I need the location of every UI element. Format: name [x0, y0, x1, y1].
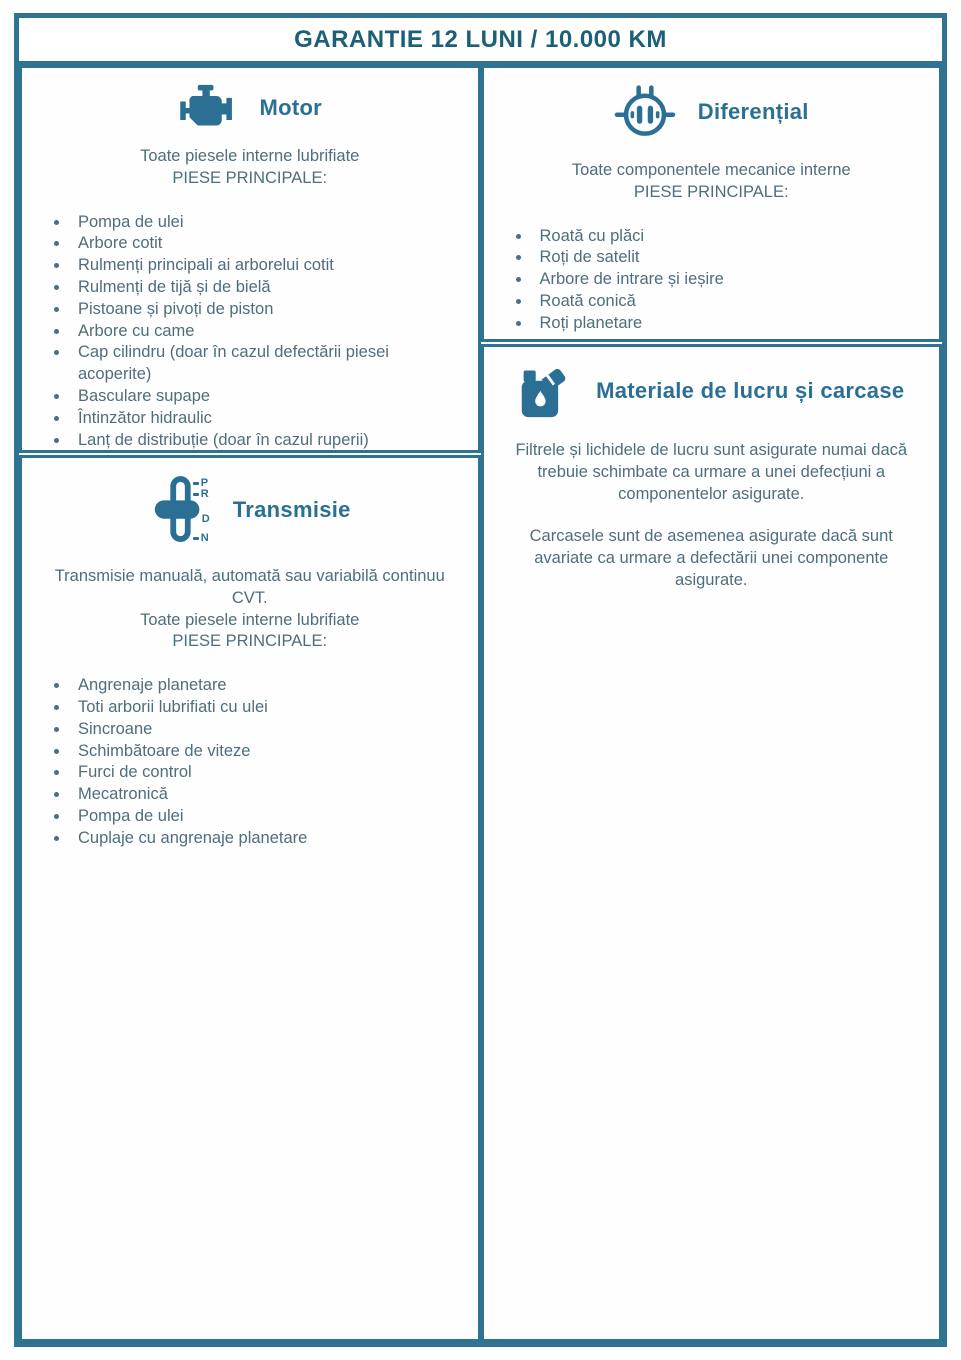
gear-positions [149, 474, 211, 546]
section-transmisie [19, 455, 481, 1342]
gear-letter-p: P [200, 477, 209, 489]
list-item: • Cap cilindru (doar în cazul defectării piesei acoperite) [70, 342, 458, 386]
list-item: • Furci de control [70, 762, 458, 784]
section-diferential [481, 65, 943, 342]
motor-intro [42, 146, 458, 190]
intro-line: Toate piesele interne lubrifiate [140, 147, 360, 165]
motor-header [42, 84, 458, 132]
list-item: • Sincroane [70, 719, 458, 741]
list-item: • Mecatronică [70, 784, 458, 806]
intro-line: Transmisie manuală, automată sau variabilă continuu CVT. [54, 567, 445, 607]
list-item: • Pistoane și pivoți de piston [70, 299, 458, 321]
intro-line: Toate piesele interne lubrifiate [140, 610, 360, 629]
engine-icon [177, 84, 237, 132]
gear-letter-d: D [201, 513, 210, 525]
right-column [481, 65, 943, 1342]
transmisie-header [42, 474, 458, 546]
list-item: • Roată cu plăci [532, 226, 920, 248]
paragraph: Filtrele și lichidele de lucru sunt asigurate numai dacă trebuie schimbate ca urmare a unei defecțiuni a componentelor asigurate. [515, 441, 908, 503]
diferential-title: Diferențial [697, 99, 809, 124]
list-item: • Arbore cu came [70, 321, 458, 343]
warranty-sheet [14, 13, 947, 1347]
transmisie-title: Transmisie [232, 497, 351, 522]
content-columns [19, 65, 942, 1342]
materiale-header [504, 363, 920, 419]
intro-line: Toate componentele mecanice interne [571, 161, 851, 179]
list-item: • Cuplaje cu angrenaje planetare [70, 828, 458, 850]
transmisie-list [42, 675, 458, 849]
diferential-header [504, 84, 920, 140]
materiale-title: Materiale de lucru și carcase [596, 378, 905, 403]
intro-line: PIESE PRINCIPALE: [172, 168, 328, 187]
list-item: • Arbore cotit [70, 233, 458, 255]
list-item: • Angrenaje planetare [70, 675, 458, 697]
motor-title: Motor [259, 95, 323, 120]
list-item: • Schimbătoare de viteze [70, 741, 458, 763]
gear-letter-n: N [200, 532, 209, 544]
diferential-list [504, 226, 920, 335]
materiale-paragraphs [504, 440, 920, 592]
list-item: • Pompa de ulei [70, 212, 458, 234]
intro-line: PIESE PRINCIPALE: [172, 632, 328, 651]
gear-letter-r: R [200, 488, 209, 500]
page-title: GARANTIE 12 LUNI / 10.000 KM [19, 18, 942, 65]
list-item: • Rulmenți principali ai arborelui cotit [70, 255, 458, 277]
list-item: • Toti arborii lubrifiati cu ulei [70, 697, 458, 719]
paragraph: Carcasele sunt de asemenea asigurate dacă sunt avariate ca urmare a defectării unei componente asigurate. [529, 527, 893, 589]
diferential-intro [504, 160, 920, 204]
gear-shifter-icon [149, 474, 211, 546]
left-column [19, 65, 481, 1342]
intro-line: PIESE PRINCIPALE: [633, 182, 789, 201]
oil-canister-icon [518, 363, 574, 419]
list-item: • Arbore de intrare și ieșire [532, 269, 920, 291]
list-item: • Rulmenți de tijă și de bielă [70, 277, 458, 299]
transmisie-intro [42, 566, 458, 653]
section-motor [19, 65, 481, 453]
differential-icon [614, 84, 676, 140]
list-item: • Pompa de ulei [70, 806, 458, 828]
list-item: • Basculare supape [70, 386, 458, 408]
motor-list [42, 212, 458, 452]
list-item: • Roată conică [532, 291, 920, 313]
section-materiale [481, 344, 943, 1342]
list-item: • Lanț de distribuție (doar în cazul ruperii) [70, 430, 458, 452]
list-item: • Roți de satelit [532, 247, 920, 269]
list-item: • Întinzător hidraulic [70, 408, 458, 430]
list-item: • Roți planetare [532, 313, 920, 335]
